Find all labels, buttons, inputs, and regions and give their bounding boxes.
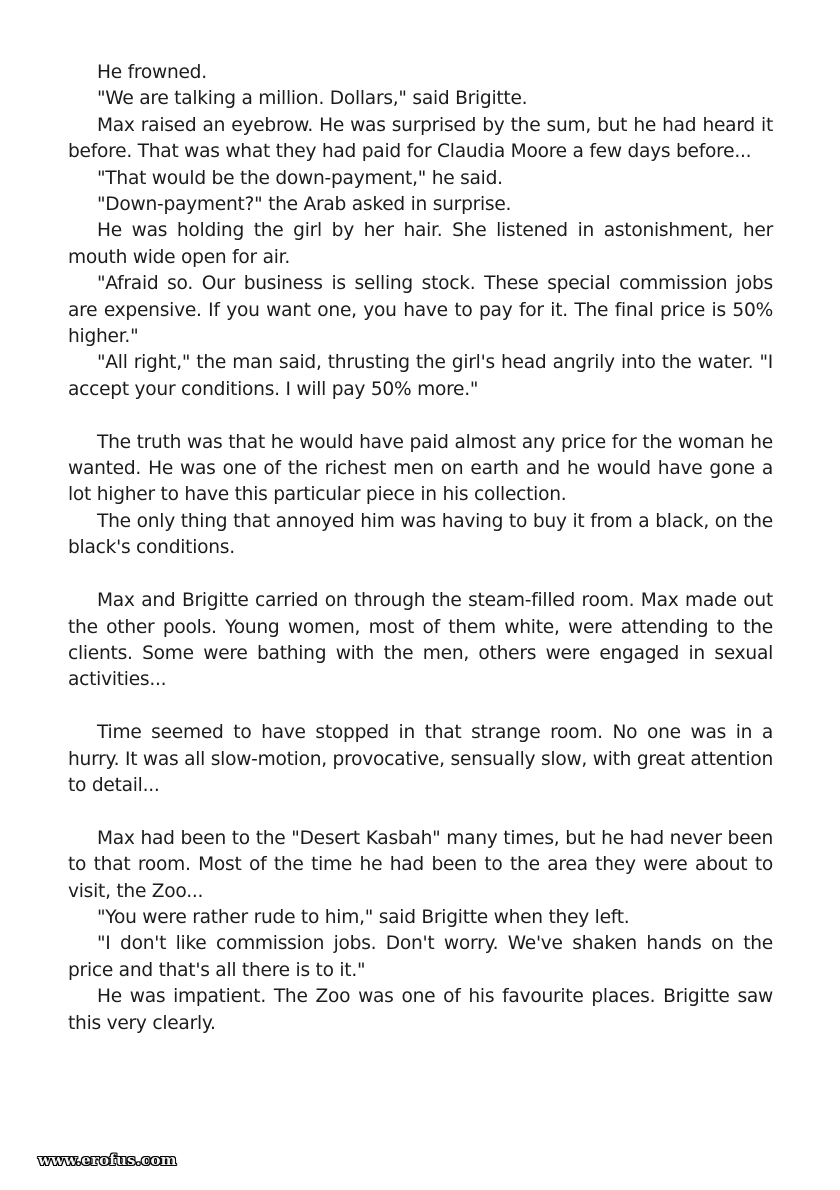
paragraph: "Afraid so. Our business is selling stock. These special commission jobs are expensive. If you want one, you have to pay for it. The final price is 50% higher." xyxy=(68,273,773,348)
paragraph: "We are talking a million. Dollars," said Brigitte. xyxy=(97,88,528,110)
paragraph: "That would be the down-payment," he said. xyxy=(97,167,503,189)
paragraph: Max raised an eyebrow. He was surprised by the sum, but he had heard it before. That was what they had paid for Claudia Moore a few days before... xyxy=(68,114,773,163)
paragraph: "I don't like commission jobs. Don't worry. We've shaken hands on the price and that's all there is to it." xyxy=(68,933,773,981)
paragraph-gap xyxy=(68,799,773,825)
paragraph: He was holding the girl by her hair. She listened in astonishment, her mouth wide open for air. xyxy=(68,220,773,268)
page-text-block xyxy=(68,60,773,1037)
paragraph: "Down-payment?" the Arab asked in surprise. xyxy=(97,194,512,216)
paragraph: "All right," the man said, thrusting the girl's head angrily into the water. "I accept your conditions. I will pay 50% more." xyxy=(68,352,773,400)
paragraph: The truth was that he would have paid almost any price for the woman he wanted. He was one of the richest men on earth and he would have gone a lot higher to have this particular piece in his collection. xyxy=(68,431,773,506)
paragraph-gap xyxy=(68,562,773,588)
paragraph: Time seemed to have stopped in that strange room. No one was in a hurry. It was all slow-motion, provocative, sensually slow, with great attention to detail... xyxy=(68,722,773,796)
paragraph: "You were rather rude to him," said Brigitte when they left. xyxy=(97,906,630,928)
paragraph: He frowned. xyxy=(97,62,207,83)
paragraph-gap xyxy=(68,403,773,429)
site-watermark: www.erofus.com xyxy=(38,1151,177,1169)
paragraph: Max and Brigitte carried on through the steam-filled room. Max made out the other pools. Young women, most of them white, were attending to the clients. Some were bathing with the men, others were engaged in sexual activities... xyxy=(68,590,773,691)
paragraph: Max had been to the "Desert Kasbah" many times, but he had never been to that room. Most of the time he had been to the area they were about to visit, the Zoo... xyxy=(68,827,773,902)
paragraph: The only thing that annoyed him was having to buy it from a black, on the black's conditions. xyxy=(68,510,773,559)
paragraph-gap xyxy=(68,694,773,720)
paragraph: He was impatient. The Zoo was one of his favourite places. Brigitte saw this very clearly. xyxy=(68,986,773,1034)
